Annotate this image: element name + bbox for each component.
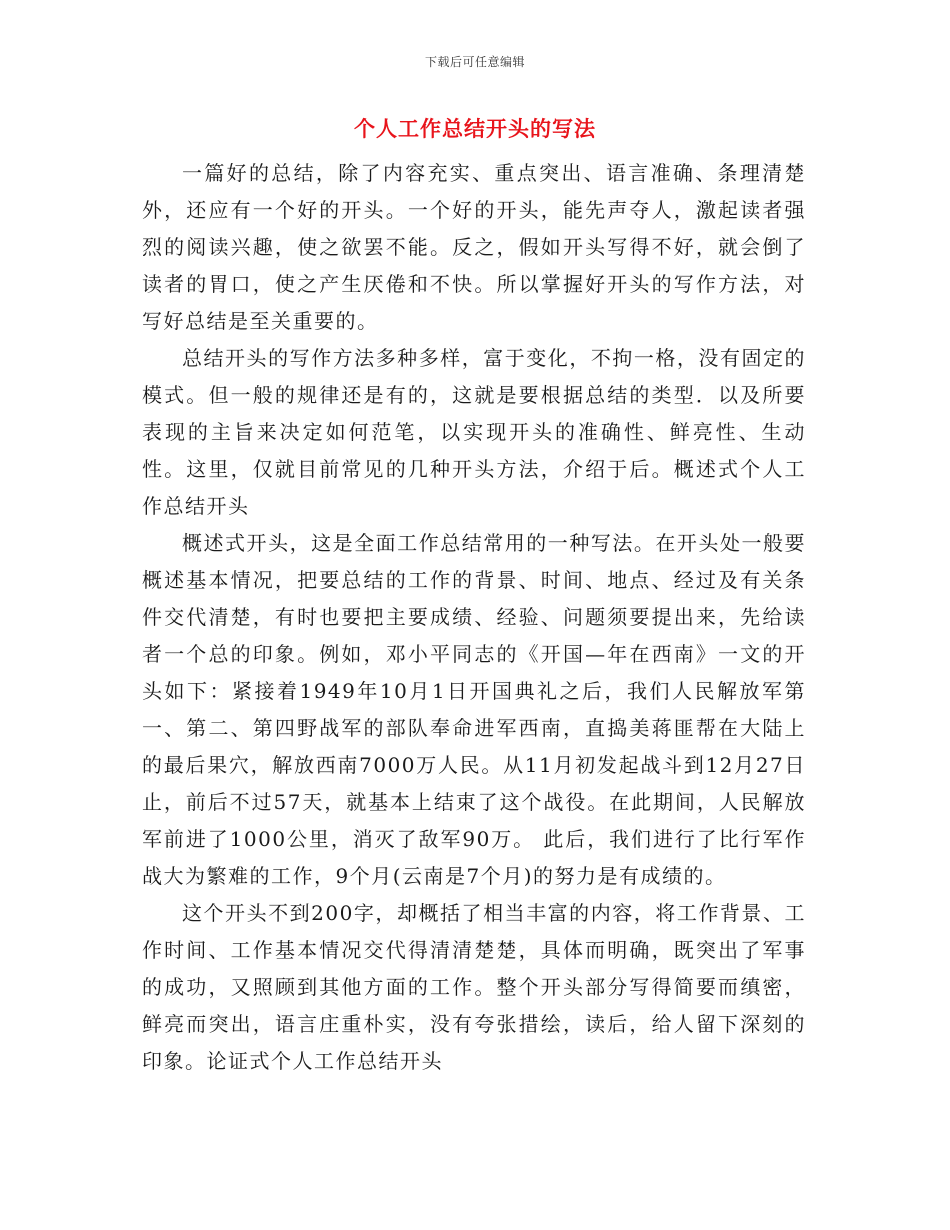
paragraph-methods: 总结开头的写作方法多种多样，富于变化，不拘一格，没有固定的模式。但一般的规律还是有的，这就是要根据总结的类型．以及所要表现的主旨来决定如何范笔，以实现开头的准确性、鲜亮性、生动性。这里，仅就目前常见的几种开头方法，介绍于后。概述式个人工作总结开头 [142,346,806,518]
document-body [142,155,806,1080]
header-note: 下载后可任意编辑 [424,55,525,69]
paragraph-analysis: 这个开头不到200字，却概括了相当丰富的内容，将工作背景、工作时间、工作基本情况交代得清清楚楚，具体而明确，既突出了军事的成功，又照顾到其他方面的工作。整个开头部分写得简要而缜密，鲜亮而突出，语言庄重朴实，没有夸张措绘，读后，给人留下深刻的印象。论证式个人工作总结开头 [142,901,806,1073]
paragraph-intro: 一篇好的总结，除了内容充实、重点突出、语言准确、条理清楚外，还应有一个好的开头。一个好的开头，能先声夺人，激起读者强烈的阅读兴趣，使之欲罢不能。反之，假如开头写得不好，就会倒了读者的胃口，使之产生厌倦和不快。所以掌握好开头的写作方法，对写好总结是至关重要的。 [142,161,806,333]
document-title: 个人工作总结开头的写法 [354,117,596,141]
paragraph-overview-example: 概述式开头，这是全面工作总结常用的一种写法。在开头处一般要概述基本情况，把要总结的工作的背景、时间、地点、经过及有关条件交代清楚，有时也要把主要成绩、经验、问题须要提出来，先给读者一个总的印象。例如，邓小平同志的《开国—年在西南》一文的开头如下：紧接着1949年10月1日开国典礼之后，我们人民解放军第一、第二、第四野战军的部队奉命进军西南，直捣美蒋匪帮在大陆上的最后果穴，解放西南7000万人民。从11月初发起战斗到12月27日止，前后不过57天，就基本上结束了这个战役。在此期间，人民解放军前进了1000公里，消灭了敌军90万。 此后，我们进行了比行军作战大为繁难的工作，9个月(云南是7个月)的努力是有成绩的。 [142,531,806,888]
